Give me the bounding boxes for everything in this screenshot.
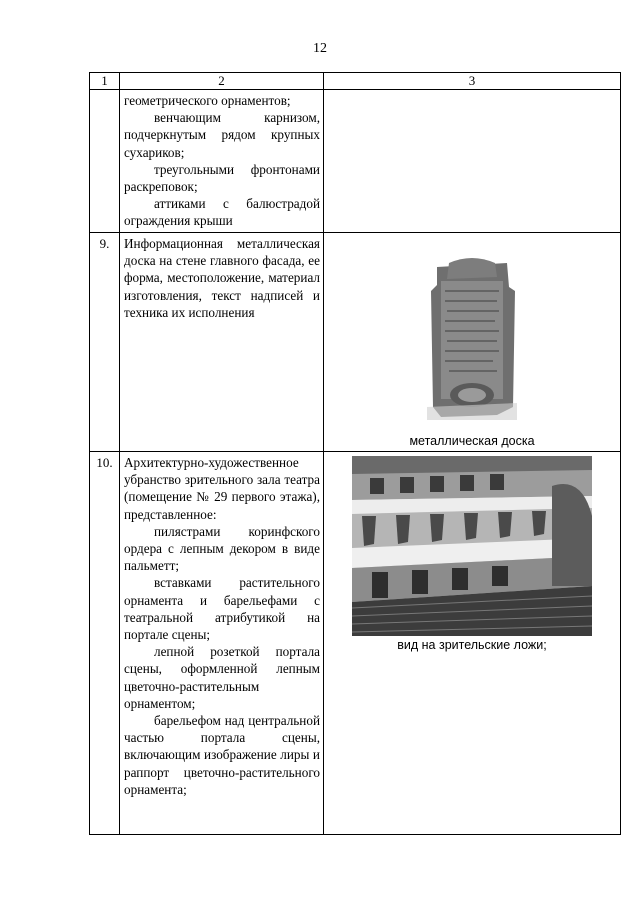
row-number: 10. <box>90 452 120 835</box>
figure-caption: металлическая доска <box>409 434 535 448</box>
row-figure-cell <box>324 452 621 835</box>
description-line: аттиками с балюстрадой ограждения крыши <box>124 196 320 229</box>
description-line: геометрического орнаментов; <box>124 93 291 108</box>
table-row <box>90 452 621 835</box>
description-item: вставками растительного орнамента и барельефами с театральной атрибутикой на портале сцены; <box>124 575 320 643</box>
table-row <box>90 233 621 452</box>
description-line: венчающим карнизом, подчеркнутым рядом крупных сухариков; <box>124 110 320 160</box>
row-description <box>120 90 324 233</box>
description-lead: Архитектурно-художественное убранство зрительного зала театра (помещение № 29 первого этажа), представленное: <box>124 455 320 522</box>
description-item: лепной розеткой портала сцены, оформленной лепным цветочно-растительным орнаментом; <box>124 644 320 711</box>
row-description <box>120 452 324 835</box>
description-item: пилястрами коринфского ордера с лепным декором в виде пальметт; <box>124 523 320 574</box>
row-description <box>120 233 324 452</box>
description-item: барельефом над центральной частью портала сцены, включающим изображение лиры и раппорт цветочно-растительного орнамента; <box>124 713 320 797</box>
column-header-3: 3 <box>324 73 621 90</box>
table-row <box>90 90 621 233</box>
metal-plaque-photo <box>427 257 517 420</box>
row-figure-cell <box>324 90 621 233</box>
monument-table <box>89 72 621 835</box>
table-header-row <box>90 73 621 90</box>
row-number: 9. <box>90 233 120 452</box>
description-text: Информационная металлическая доска на стене главного фасада, ее форма, местоположение, материал изготовления, текст надписей и техника их исполнения <box>124 236 320 320</box>
description-line: треугольными фронтонами раскреповок; <box>124 161 320 195</box>
theater-boxes-photo <box>352 456 592 636</box>
column-header-2: 2 <box>120 73 324 90</box>
figure-caption: вид на зрительские ложи; <box>397 638 547 652</box>
column-header-1: 1 <box>90 73 120 90</box>
row-number-cell <box>90 90 120 233</box>
row-figure-cell <box>324 233 621 452</box>
page-number: 12 <box>313 41 327 56</box>
